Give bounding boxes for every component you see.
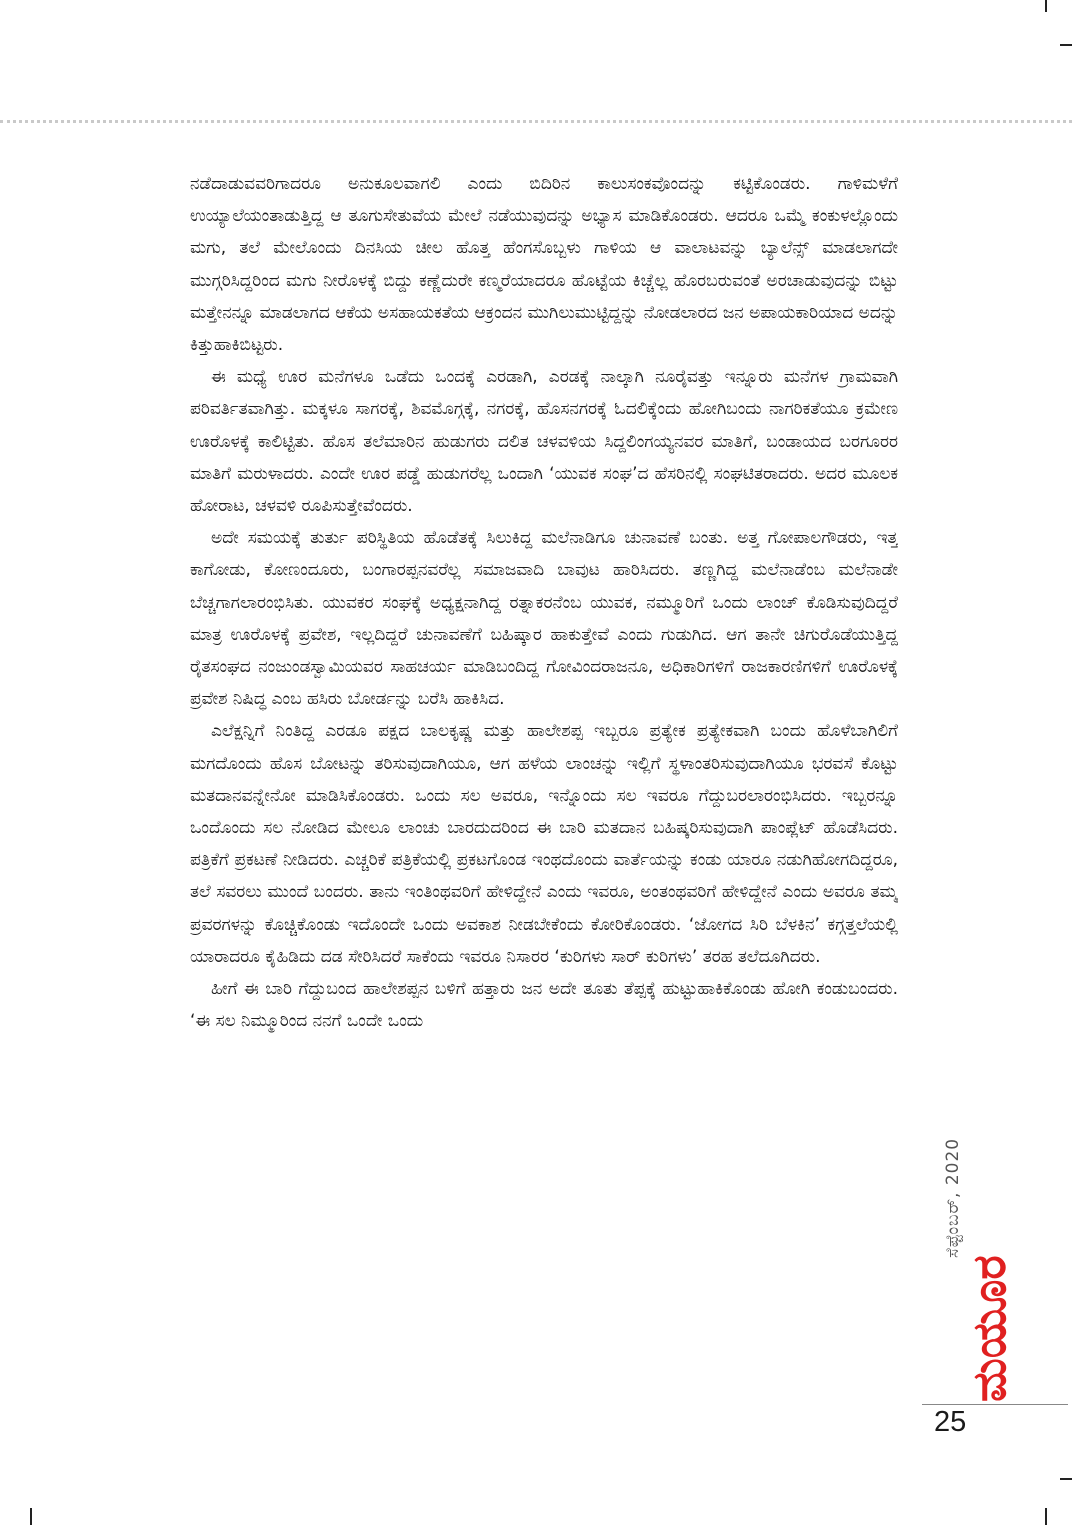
- magazine-logo: ಮಯೂರ: [962, 1255, 1016, 1402]
- article-body: [190, 168, 898, 1428]
- page-number: 25: [934, 1406, 967, 1438]
- header-dotted-rule: [0, 120, 1072, 123]
- paragraph: ಈ ಮಧ್ಯೆ ಊರ ಮನೆಗಳೂ ಒಡೆದು ಒಂದಕ್ಕೆ ಎರಡಾಗಿ, ಎರಡಕ್ಕೆ ನಾಲ್ಕಾಗಿ ನೂರೈವತ್ತು ಇನ್ನೂರು ಮನೆಗಳ ಗ್ರಾಮವಾಗಿ ಪರಿವರ್ತಿತವಾಗಿತ್ತು. ಮಕ್ಕಳೂ ಸಾಗರಕ್ಕೆ, ಶಿವಮೊಗ್ಗಕ್ಕೆ, ನಗರಕ್ಕೆ, ಹೊಸನಗರಕ್ಕೆ ಓದಲಿಕ್ಕೆಂದು ಹೋಗಿಬಂದು ನಾಗರಿಕತೆಯೂ ಕ್ರಮೇಣ ಊರೊಳಕ್ಕೆ ಕಾಲಿಟ್ಟಿತು. ಹೊಸ ತಲೆಮಾರಿನ ಹುಡುಗರು ದಲಿತ ಚಳವಳಿಯ ಸಿದ್ದಲಿಂಗಯ್ಯನವರ ಮಾತಿಗೆ, ಬಂಡಾಯದ ಬರಗೂರರ ಮಾತಿಗೆ ಮರುಳಾದರು. ಎಂದೇ ಊರ ಪಡ್ಡೆ ಹುಡುಗರೆಲ್ಲ ಒಂದಾಗಿ ‘ಯುವಕ ಸಂಘ’ದ ಹೆಸರಿನಲ್ಲಿ ಸಂಘಟಿತರಾದರು. ಅದರ ಮೂಲಕ ಹೋರಾಟ, ಚಳವಳಿ ರೂಪಿಸುತ್ತೇವೆಂದರು.: [190, 367, 898, 517]
- crop-mark-top-right: [1060, 44, 1072, 46]
- paragraph: ಹೀಗೆ ಈ ಬಾರಿ ಗೆದ್ದುಬಂದ ಹಾಲೇಶಪ್ಪನ ಬಳಿಗೆ ಹತ್ತಾರು ಜನ ಅದೇ ತೂತು ತೆಪ್ಪಕ್ಕೆ ಹುಟ್ಟುಹಾಕಿಕೊಂಡು ಹೋಗಿ ಕಂಡುಬಂದರು. ‘ಈ ಸಲ ನಿಮ್ಮೂರಿಂದ ನನಗೆ ಒಂದೇ ಒಂದು: [190, 979, 898, 1032]
- paragraph: ಎಲೆಕ್ಷನ್ನಿಗೆ ನಿಂತಿದ್ದ ಎರಡೂ ಪಕ್ಷದ ಬಾಲಕೃಷ್ಣ ಮತ್ತು ಹಾಲೇಶಪ್ಪ ಇಬ್ಬರೂ ಪ್ರತ್ಯೇಕ ಪ್ರತ್ಯೇಕವಾಗಿ ಬಂದು ಹೊಳೆಬಾಗಿಲಿಗೆ ಮಗದೊಂದು ಹೊಸ ಬೋಟನ್ನು ತರಿಸುವುದಾಗಿಯೂ, ಆಗ ಹಳೆಯ ಲಾಂಚನ್ನು ಇಲ್ಲಿಗೆ ಸ್ಥಳಾಂತರಿಸುವುದಾಗಿಯೂ ಭರವಸೆ ಕೊಟ್ಟು ಮತದಾನವನ್ನೇನೋ ಮಾಡಿಸಿಕೊಂಡರು. ಒಂದು ಸಲ ಅವರೂ, ಇನ್ನೊಂದು ಸಲ ಇವರೂ ಗೆದ್ದುಬರಲಾರಂಭಿಸಿದರು. ಇಬ್ಬರನ್ನೂ ಒಂದೊಂದು ಸಲ ನೋಡಿದ ಮೇಲೂ ಲಾಂಚು ಬಾರದುದರಿಂದ ಈ ಬಾರಿ ಮತದಾನ ಬಹಿಷ್ಕರಿಸುವುದಾಗಿ ಪಾಂಪ್ಲೆಟ್ ಹೊಡೆಸಿದರು. ಪತ್ರಿಕೆಗೆ ಪ್ರಕಟಣೆ ನೀಡಿದರು. ಎಚ್ಚರಿಕೆ ಪತ್ರಿಕೆಯಲ್ಲಿ ಪ್ರಕಟಗೊಂಡ ಇಂಥದೊಂದು ವಾರ್ತೆಯನ್ನು ಕಂಡು ಯಾರೂ ನಡುಗಿಹೋಗದಿದ್ದರೂ, ತಲೆ ಸವರಲು ಮುಂದೆ ಬಂದರು. ತಾನು ಇಂತಿಂಥವರಿಗೆ ಹೇಳಿದ್ದೇನೆ ಎಂದು ಇವರೂ, ಅಂತಂಥವರಿಗೆ ಹೇಳಿದ್ದೇನೆ ಎಂದು ಅವರೂ ತಮ್ಮ ಪ್ರವರಗಳನ್ನು ಕೊಚ್ಚಿಕೊಂಡು ಇದೊಂದೇ ಒಂದು ಅವಕಾಶ ನೀಡಬೇಕೆಂದು ಕೋರಿಕೊಂಡರು. ‘ಜೋಗದ ಸಿರಿ ಬೆಳಕಿನ’ ಕಗ್ಗತ್ತಲೆಯಲ್ಲಿ ಯಾರಾದರೂ ಕೈಹಿಡಿದು ದಡ ಸೇರಿಸಿದರೆ ಸಾಕೆಂದು ಇವರೂ ನಿಸಾರರ ‘ಕುರಿಗಳು ಸಾರ್ ಕುರಿಗಳು’ ತರಹ ತಲೆದೂಗಿದರು.: [190, 721, 898, 967]
- crop-mark-right: [1060, 1478, 1072, 1480]
- paragraph: ಅದೇ ಸಮಯಕ್ಕೆ ತುರ್ತು ಪರಿಸ್ಥಿತಿಯ ಹೊಡೆತಕ್ಕೆ ಸಿಲುಕಿದ್ದ ಮಲೆನಾಡಿಗೂ ಚುನಾವಣೆ ಬಂತು. ಅತ್ತ ಗೋಪಾಲಗೌಡರು, ಇತ್ತ ಕಾಗೋಡು, ಕೋಣಂದೂರು, ಬಂಗಾರಪ್ಪನವರೆಲ್ಲ ಸಮಾಜವಾದಿ ಬಾವುಟ ಹಾರಿಸಿದರು. ತಣ್ಣಗಿದ್ದ ಮಲೆನಾಡೆಂಬ ಮಲೆನಾಡೇ ಬೆಚ್ಚಗಾಗಲಾರಂಭಿಸಿತು. ಯುವಕರ ಸಂಘಕ್ಕೆ ಅಧ್ಯಕ್ಷನಾಗಿದ್ದ ರತ್ನಾಕರನೆಂಬ ಯುವಕ, ನಮ್ಮೂರಿಗೆ ಒಂದು ಲಾಂಚ್ ಕೊಡಿಸುವುದಿದ್ದರೆ ಮಾತ್ರ ಊರೊಳಕ್ಕೆ ಪ್ರವೇಶ, ಇಲ್ಲದಿದ್ದರೆ ಚುನಾವಣೆಗೆ ಬಹಿಷ್ಕಾರ ಹಾಕುತ್ತೇವೆ ಎಂದು ಗುಡುಗಿದ. ಆಗ ತಾನೇ ಚಿಗುರೊಡೆಯುತ್ತಿದ್ದ ರೈತಸಂಘದ ನಂಜುಂಡಸ್ವಾಮಿಯವರ ಸಾಹಚರ್ಯ ಮಾಡಿಬಂದಿದ್ದ ಗೋವಿಂದರಾಜನೂ, ಅಧಿಕಾರಿಗಳಿಗೆ ರಾಜಕಾರಣಿಗಳಿಗೆ ಊರೊಳಕ್ಕೆ ಪ್ರವೇಶ ನಿಷಿದ್ಧ ಎಂಬ ಹಸಿರು ಬೋರ್ಡನ್ನು ಬರೆಸಿ ಹಾಕಿಸಿದ.: [190, 528, 898, 710]
- crop-mark-bottom-left: [30, 1508, 32, 1525]
- crop-mark-top: [1045, 0, 1047, 12]
- footer-rule: [922, 1404, 1068, 1405]
- crop-mark-bottom-right: [1045, 1508, 1047, 1525]
- issue-date: ಸೆಪ್ಟೆಂಬರ್, 2020: [943, 1137, 963, 1258]
- paragraph: ನಡೆದಾಡುವವರಿಗಾದರೂ ಅನುಕೂಲವಾಗಲಿ ಎಂದು ಬಿದಿರಿನ ಕಾಲುಸಂಕವೊಂದನ್ನು ಕಟ್ಟಿಕೊಂಡರು. ಗಾಳಿಮಳೆಗೆ ಉಯ್ಯಾಲೆಯಂತಾಡುತ್ತಿದ್ದ ಆ ತೂಗುಸೇತುವೆಯ ಮೇಲೆ ನಡೆಯುವುದನ್ನು ಅಭ್ಯಾಸ ಮಾಡಿಕೊಂಡರು. ಆದರೂ ಒಮ್ಮೆ ಕಂಕುಳಲ್ಲೊಂದು ಮಗು, ತಲೆ ಮೇಲೊಂದು ದಿನಸಿಯ ಚೀಲ ಹೊತ್ತ ಹೆಂಗಸೊಬ್ಬಳು ಗಾಳಿಯ ಆ ವಾಲಾಟವನ್ನು ಬ್ಯಾಲೆನ್ಸ್ ಮಾಡಲಾಗದೇ ಮುಗ್ಗರಿಸಿದ್ದರಿಂದ ಮಗು ನೀರೊಳಕ್ಕೆ ಬಿದ್ದು ಕಣ್ಣೆದುರೇ ಕಣ್ಮರೆಯಾದರೂ ಹೊಟ್ಟೆಯ ಕಿಚ್ಚೆಲ್ಲ ಹೊರಬರುವಂತೆ ಅರಚಾಡುವುದನ್ನು ಬಿಟ್ಟು ಮತ್ತೇನನ್ನೂ ಮಾಡಲಾಗದ ಆಕೆಯ ಅಸಹಾಯಕತೆಯ ಆಕ್ರಂದನ ಮುಗಿಲುಮುಟ್ಟಿದ್ದನ್ನು ನೋಡಲಾರದ ಜನ ಅಪಾಯಕಾರಿಯಾದ ಅದನ್ನು ಕಿತ್ತುಹಾಕಿಬಿಟ್ಟರು.: [190, 174, 898, 356]
